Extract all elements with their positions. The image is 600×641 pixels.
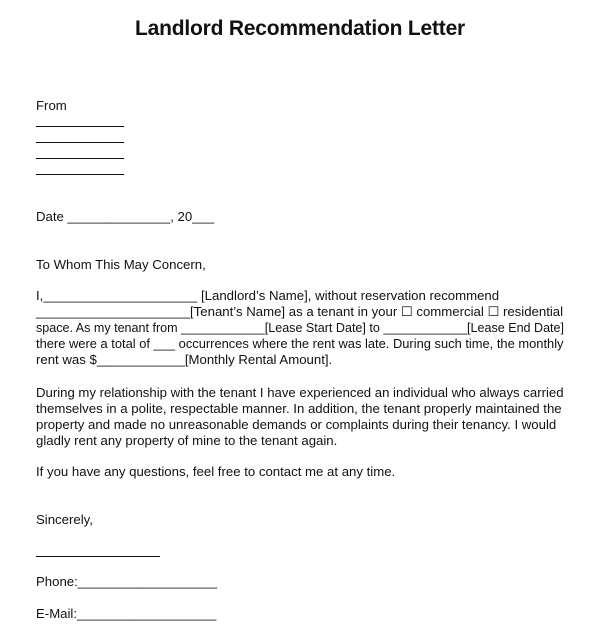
signature-line[interactable] [36,556,160,557]
body1-line-2: _____________________[Tenant’s Name] as a tenant in your ☐ commercial ☐ residential [36,304,564,319]
closing: Sincerely, [36,512,93,527]
body2-line-3: property and made no unreasonable demands or complaints during their tenancy. I would [36,417,557,432]
document-title: Landlord Recommendation Letter [134,17,466,40]
salutation: To Whom This May Concern, [36,257,206,272]
from-address-line-2[interactable] [36,142,124,143]
body2-line-1: During my relationship with the tenant I have experienced an individual who always carried [36,385,564,400]
from-address-line-4[interactable] [36,174,124,175]
from-address-line-3[interactable] [36,158,124,159]
email-line: E-Mail:___________________ [36,606,217,621]
phone-line: Phone:___________________ [36,574,218,589]
body1-line-5: rent was $____________[Monthly Rental Amount]. [36,352,333,367]
body2-line-2: themselves in a polite, respectable manner. In addition, the tenant properly maintained the [36,401,562,416]
body3-paragraph: If you have any questions, feel free to contact me at any time. [36,464,396,479]
body1-line-3: space. As my tenant from ____________[Lease Start Date] to ____________[Lease End Date] [36,320,565,335]
date-line: Date ______________, 20___ [36,209,215,224]
from-label: From [36,98,67,113]
body2-line-4: gladly rent any property of mine to the tenant again. [36,433,338,448]
body1-line-4: there were a total of ___ occurrences where the rent was late. During such time, the monthly [36,336,564,351]
from-address-line-1[interactable] [36,126,124,127]
body1-line-1: I,_____________________ [Landlord’s Name], without reservation recommend [36,288,500,303]
